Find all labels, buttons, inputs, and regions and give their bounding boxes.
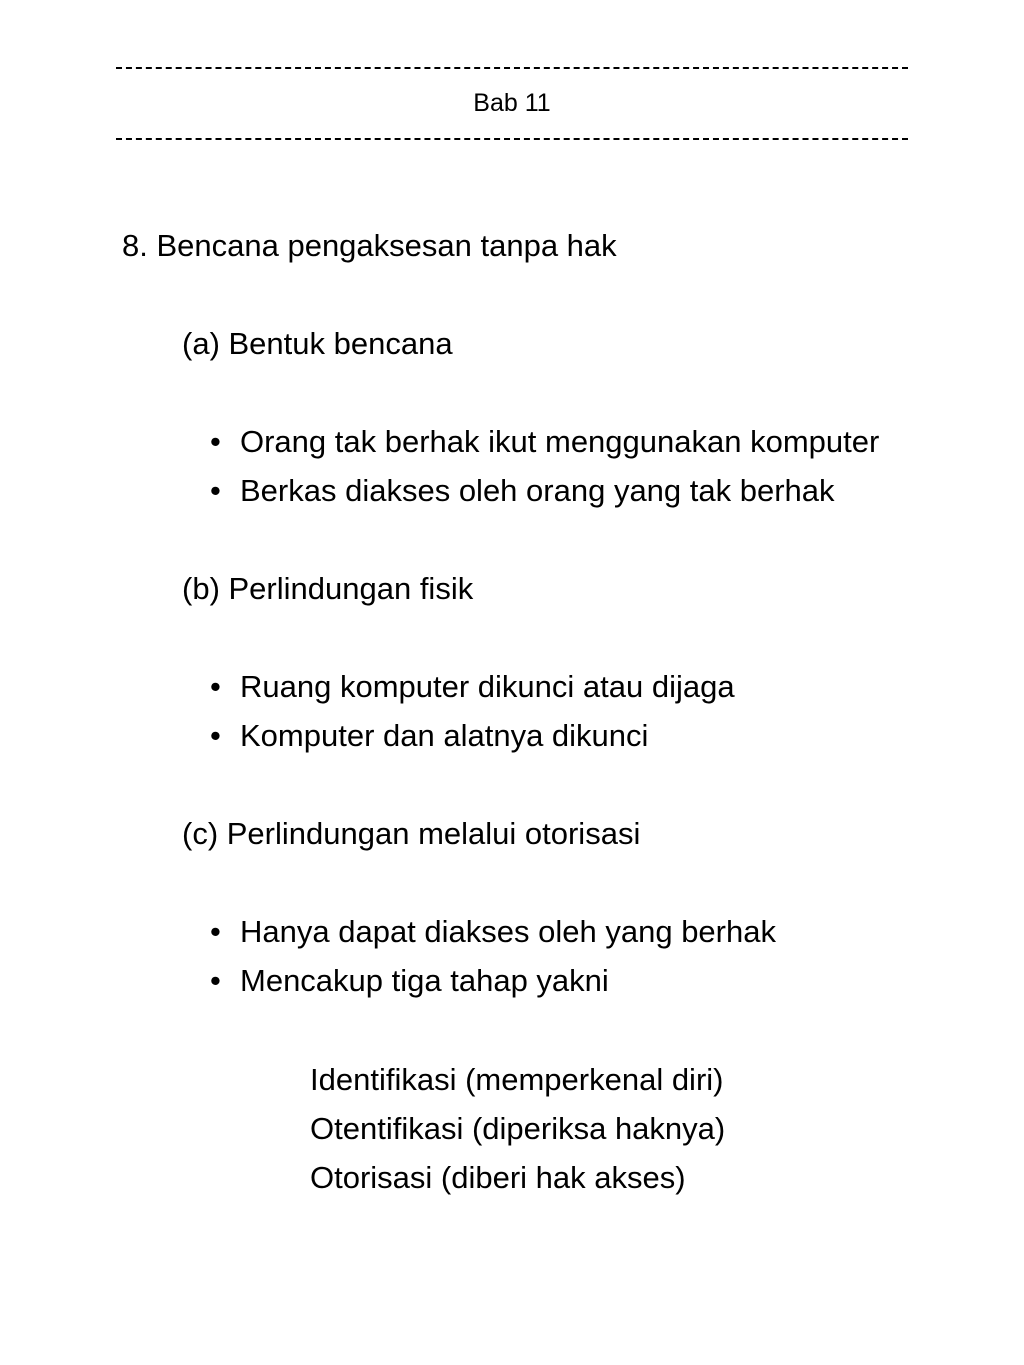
bullet-icon: •: [210, 718, 221, 753]
list-item: [210, 471, 835, 511]
bullet-icon: •: [210, 473, 221, 508]
list-item-text: Mencakup tiga tahap yakni: [240, 963, 609, 998]
bullet-icon: •: [210, 424, 221, 459]
subsection-heading-b: (b) Perlindungan fisik: [182, 571, 474, 606]
list-item: [210, 422, 879, 462]
header-bottom-dashed-rule: [116, 138, 908, 140]
list-item-text: Ruang komputer dikunci atau dijaga: [240, 669, 735, 704]
list-item: [210, 961, 609, 1001]
list-item: [210, 912, 776, 952]
list-item-text: Hanya dapat diakses oleh yang berhak: [240, 914, 776, 949]
stage-identifikasi: Identifikasi (memperkenal diri): [310, 1062, 724, 1097]
stage-otentifikasi: Otentifikasi (diperiksa haknya): [310, 1111, 726, 1146]
stage-otorisasi: Otorisasi (diberi hak akses): [310, 1160, 686, 1195]
header-top-dashed-rule: [116, 67, 908, 69]
list-item-text: Berkas diakses oleh orang yang tak berhak: [240, 473, 835, 508]
bullet-icon: •: [210, 914, 221, 949]
list-item-text: Komputer dan alatnya dikunci: [240, 718, 649, 753]
section-heading: 8. Bencana pengaksesan tanpa hak: [122, 228, 617, 263]
chapter-title: Bab 11: [473, 89, 551, 117]
subsection-heading-a: (a) Bentuk bencana: [182, 326, 453, 361]
list-item-text: Orang tak berhak ikut menggunakan komputer: [240, 424, 880, 459]
list-item: [210, 667, 735, 707]
subsection-heading-c: (c) Perlindungan melalui otorisasi: [182, 816, 641, 851]
bullet-icon: •: [210, 669, 221, 704]
list-item: [210, 716, 648, 756]
bullet-icon: •: [210, 963, 221, 998]
